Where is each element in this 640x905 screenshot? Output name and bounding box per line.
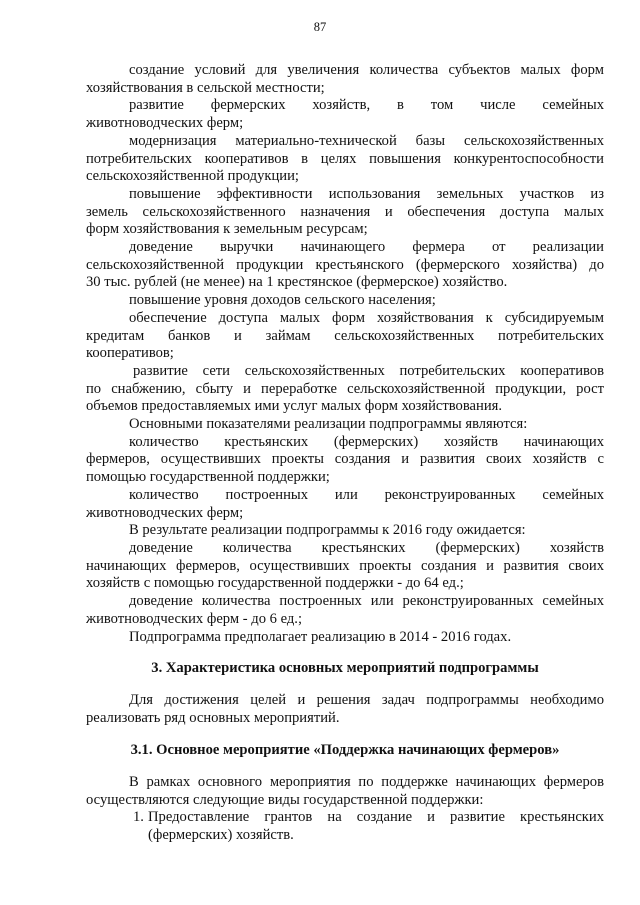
subsection-heading: 3.1. Основное мероприятие «Поддержка начинающих фермеров» <box>130 742 560 759</box>
text-line: хозяйствования в сельской местности; <box>86 79 325 96</box>
page-number: 87 <box>313 20 327 34</box>
text-line: по снабжению, сбыту и переработке сельскохозяйственной продукции, рост <box>86 380 604 397</box>
text-line: начинающих фермеров, осуществивших проекты создания и развития своих <box>86 557 604 574</box>
text-line: повышение эффективности использования земельных участков из <box>129 185 604 202</box>
text-line: форм хозяйствования к земельным ресурсам; <box>86 221 368 238</box>
text-line: Подпрограмма предполагает реализацию в 2014 - 2016 годах. <box>129 628 512 645</box>
text-line: помощью государственной поддержки; <box>86 469 330 486</box>
text-line: животноводческих ферм; <box>86 504 244 521</box>
paragraph-gap <box>86 727 604 742</box>
text-line: доведение выручки начинающего фермера от реализации <box>129 239 604 256</box>
list-item <box>86 809 604 844</box>
text-line: сельскохозяйственной продукции крестьянского (фермерского хозяйства) до <box>86 256 604 273</box>
text-line: объемов предоставляемых ими услуг малых форм хозяйствования. <box>86 398 502 415</box>
text-line: повышение уровня доходов сельского населения; <box>129 292 436 309</box>
list-item-line: Предоставление грантов на создание и развитие крестьянских <box>148 809 604 826</box>
text-line: 30 тыс. рублей (не менее) на 1 крестянское (фермерское) хозяйство. <box>86 274 508 291</box>
text-line: потребительских кооперативов в целях повышения конкурентоспособности <box>86 150 604 167</box>
paragraph-gap <box>86 678 604 692</box>
section-heading: 3. Характеристика основных мероприятий подпрограммы <box>151 660 539 677</box>
text-line: обеспечение доступа малых форм хозяйствования к субсидируемым <box>129 309 604 326</box>
text-line: развитие сети сельскохозяйственных потребительских кооперативов <box>133 362 604 379</box>
text-line: доведение количества построенных или реконструированных семейных <box>129 593 604 610</box>
text-line: земель сельскохозяйственного назначения и обеспечения доступа малых <box>86 203 604 220</box>
text-line: Основными показателями реализации подпрограммы являются: <box>129 416 528 433</box>
list-item-line: (фермерских) хозяйств. <box>148 827 294 844</box>
text-line: В рамках основного мероприятия по поддержке начинающих фермеров <box>129 774 604 791</box>
text-line: сельскохозяйственной продукции; <box>86 168 299 185</box>
text-line: количество построенных или реконструированных семейных <box>129 486 604 503</box>
text-line: реализовать ряд основных мероприятий. <box>86 709 340 726</box>
paragraph-gap <box>86 760 604 774</box>
text-line: В результате реализации подпрограммы к 2016 году ожидается: <box>129 522 526 539</box>
text-line: доведение количества крестьянских (фермерских) хозяйств <box>129 539 604 556</box>
list-number: 1. <box>133 809 144 826</box>
text-line: животноводческих ферм; <box>86 115 244 132</box>
text-line: количество крестьянских (фермерских) хозяйств начинающих <box>129 433 604 450</box>
text-line: модернизация материально-технической базы сельскохозяйственных <box>129 132 604 149</box>
paragraph-gap <box>86 646 604 660</box>
text-line: кооперативов; <box>86 345 174 362</box>
text-line: животноводческих ферм - до 6 ед.; <box>86 610 302 627</box>
text-line: кредитам банков и займам сельскохозяйственных потребительских <box>86 327 604 344</box>
text-line: хозяйств с помощью государственной поддержки - до 64 ед.; <box>86 575 464 592</box>
text-line: создание условий для увеличения количества субъектов малых форм <box>129 62 604 78</box>
text-line: осуществляются следующие виды государственной поддержки: <box>86 791 484 808</box>
document-body <box>86 62 604 845</box>
text-line: Для достижения целей и решения задач подпрограммы необходимо <box>129 691 604 708</box>
text-line: фермеров, осуществивших проекты создания и развития своих хозяйств с <box>86 451 604 468</box>
text-line: развитие фермерских хозяйств, в том числе семейных <box>129 97 604 114</box>
